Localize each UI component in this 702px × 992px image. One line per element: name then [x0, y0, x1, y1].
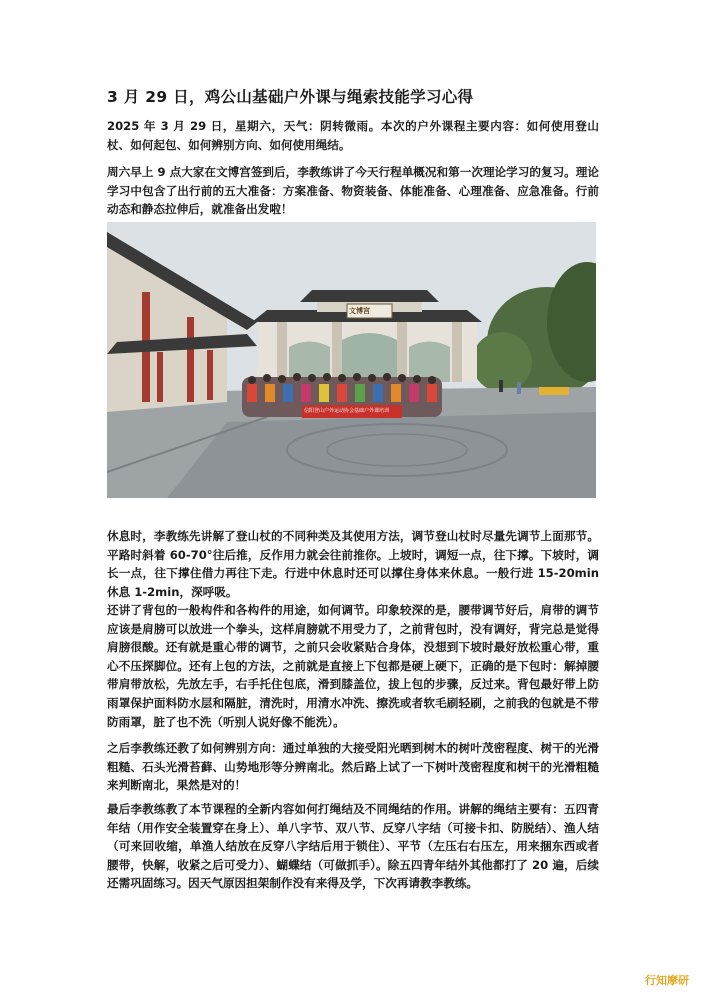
- paragraph-backpack: 还讲了背包的一般构件和各构件的用途，如何调节。印象较深的是，腰带调节好后，肩带的调节应该是肩膀可以放进一个拳头，这样肩膀就不用受力了，之前背包时，没有调好，背完总是觉得肩膀很酸。还有就是重心带的调节，之前只会收紧贴合身体，没想到下坡时最好放松重心带，重心不压探脚位。还有上包的方法，之前就是直接上下包都是硬上硬下，正确的是下包时：解掉腰带肩带放松，先放左手，右手托住包底，滑到膝盖位，拔上包的步骤，反过来。背包最好带上防雨罩保护面料防水层和隔脏，清洗时，用清水冲洗、擦洗或者软毛刷轻刷，之前我的包就是不带防雨罩，脏了也不洗（听别人说好像不能洗）。: [107, 603, 599, 729]
- paragraph-checkin: 周六早上 9 点大家在文博宫签到后，李教练讲了今天行程单概况和第一次理论学习的复习。理论学习中包含了出行前的五大准备：方案准备、物资装备、体能准备、心理准备、应急准备。行前动态和静态拉伸后，就准备出发啦！: [107, 165, 599, 217]
- paragraph-intro: 2025 年 3 月 29 日，星期六，天气：阴转微雨。本次的户外课程主要内容：如何使用登山杖、如何起包、如何辨别方向、如何使用绳结。: [107, 119, 599, 152]
- group-photo: [107, 222, 596, 498]
- paragraph-knots: 最后李教练教了本节课程的全新内容如何打绳结及不同绳结的作用。讲解的绳结主要有：五四青年结（用作安全装置穿在身上）、单八字节、双八节、反穿八字结（可接卡扣、防脱结）、渔人结（可来回收缩，单渔人结放在反穿八字结后用于锁住）、平节（左压右右压左，用来捆东西或者腰带，快解，收紧之后可受力）、蝴蝶结（可做抓手）。除五四青年结外其他都打了 20 遍，后续还需巩固练习。因天气原因担架制作没有来得及学，下次再请教李教练。: [107, 802, 599, 891]
- gate-plaque-text: 文博宫: [349, 307, 370, 315]
- watermark-logo: 行知摩研: [645, 974, 689, 987]
- paragraph-trekking-poles: 休息时，李教练先讲解了登山杖的不同种类及其使用方法，调节登山杖时尽量先调节上面那节。平路时斜着 60-70°往后推，反作用力就会往前推你。上坡时，调短一点，往下撑。下坡时，调长一点，往下撑住借力再往下走。行进中休息时还可以撑住身体来休息。一般行进 15-20min 休息 1-2min，深呼吸。: [107, 529, 599, 599]
- banner-text: 信阳登山户外运动协会基础户外课培训: [304, 408, 390, 414]
- page-title: 3 月 29 日，鸡公山基础户外课与绳索技能学习心得: [107, 88, 474, 106]
- group-photo-illustration: [107, 222, 596, 498]
- paragraph-direction: 之后李教练还教了如何辨别方向：通过单独的大接受阳光晒到树木的树叶茂密程度、树干的光滑粗糙、石头光滑苔藓、山势地形等分辨南北。然后路上试了一下树叶茂密程度和树干的光滑粗糙来判断南北，果然是对的！: [107, 741, 599, 793]
